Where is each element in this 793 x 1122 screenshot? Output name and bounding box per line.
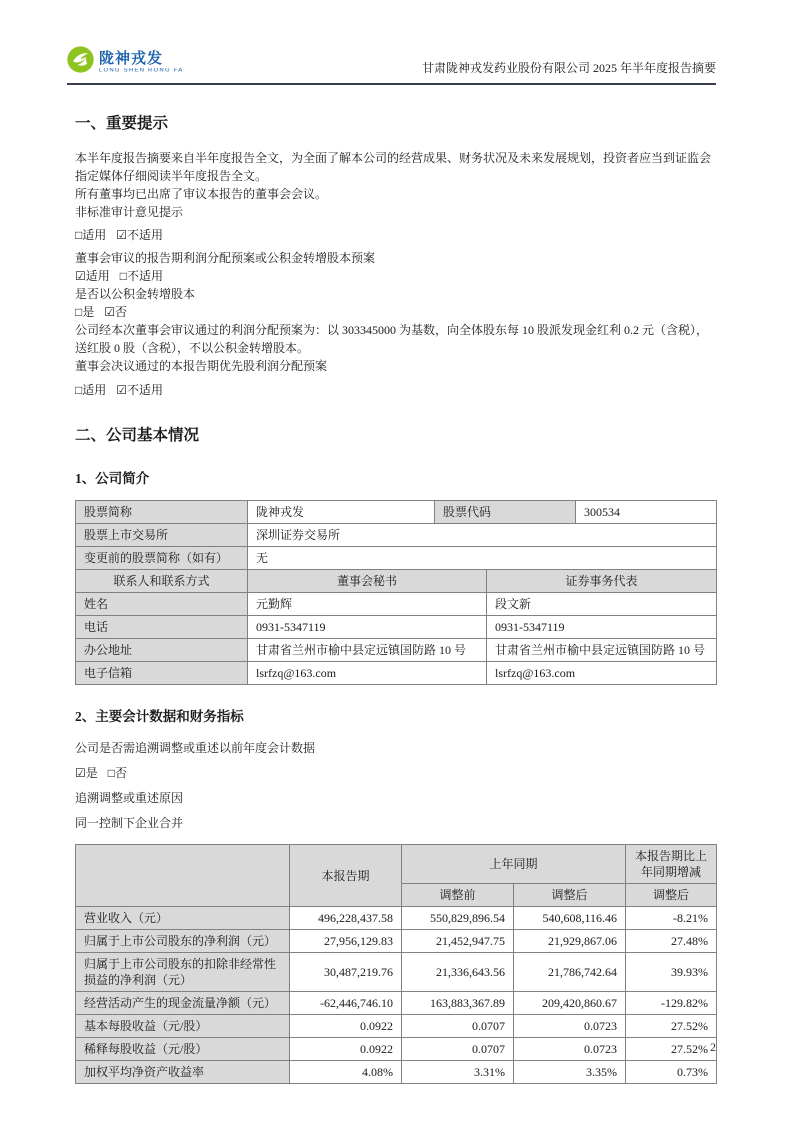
former-abbr-label: 变更前的股票简称（如有） <box>76 547 248 570</box>
table-row <box>76 593 717 616</box>
contact-address-label: 办公地址 <box>76 639 248 662</box>
metric-current: 0.0922 <box>290 1038 402 1061</box>
checkbox-line-capital-reserve <box>75 303 716 321</box>
table-row <box>76 1015 717 1038</box>
checkbox-applicable: □适用 <box>75 228 107 242</box>
paragraph: 董事会决议通过的本报告期优先股利润分配预案 <box>75 359 328 373</box>
table-row <box>76 524 717 547</box>
checkbox-line-nonstandard-audit <box>75 226 716 244</box>
stock-code-label: 股票代码 <box>435 501 576 524</box>
metric-label: 营业收入（元） <box>76 907 290 930</box>
paragraph: 本半年度报告摘要来自半年度报告全文，为全面了解本公司的经营成果、财务状况及未来发展规划，投资者应当到证监会指定媒体仔细阅读半年度报告全文。 <box>75 151 712 183</box>
subsection-financials-heading: 2、主要会计数据和财务指标 <box>75 709 244 724</box>
company-logo-subtitle: LONG SHEN RONG FA <box>99 67 184 73</box>
current-period-header: 本报告期 <box>290 845 402 907</box>
metric-label: 归属于上市公司股东的扣除非经常性损益的净利润（元） <box>76 953 290 992</box>
contact-header-label: 联系人和联系方式 <box>76 570 248 593</box>
paragraph: 非标准审计意见提示 <box>75 205 184 219</box>
metric-change: 39.93% <box>626 953 717 992</box>
document-title: 甘肃陇神戎发药业股份有限公司 2025 年半年度报告摘要 <box>421 61 716 75</box>
company-profile-table <box>75 500 717 570</box>
metric-current: 0.0922 <box>290 1015 402 1038</box>
table-row <box>76 616 717 639</box>
metric-current: -62,446,746.10 <box>290 992 402 1015</box>
metric-change: 27.52% <box>626 1015 717 1038</box>
restate-reason-label: 追溯调整或重述原因 <box>75 791 184 805</box>
table-row <box>76 953 717 992</box>
secretary-email: lsrfzq@163.com <box>248 662 487 685</box>
representative-phone: 0931-5347119 <box>487 616 717 639</box>
section-1-body <box>75 149 716 399</box>
checkbox-line-profit-plan <box>75 267 716 285</box>
company-logo-icon <box>67 46 94 78</box>
contact-email-label: 电子信箱 <box>76 662 248 685</box>
listing-exchange-label: 股票上市交易所 <box>76 524 248 547</box>
adjust-before-header: 调整前 <box>402 884 514 907</box>
metric-after: 3.35% <box>514 1061 626 1084</box>
metric-before: 163,883,367.89 <box>402 992 514 1015</box>
metric-before: 21,336,643.56 <box>402 953 514 992</box>
adjust-after-header: 调整后 <box>514 884 626 907</box>
metric-after: 21,929,867.06 <box>514 930 626 953</box>
representative-name: 段文新 <box>487 593 717 616</box>
table-header-row <box>76 845 717 884</box>
checkbox-line-preferred-dividend <box>75 381 716 399</box>
checkbox-not-applicable: ☑不适用 <box>116 228 164 242</box>
company-logo <box>67 46 183 78</box>
company-logo-name: 陇神戎发 <box>99 49 164 67</box>
metric-after: 0.0723 <box>514 1015 626 1038</box>
section-1-heading: 一、重要提示 <box>75 115 169 132</box>
metric-before: 3.31% <box>402 1061 514 1084</box>
metric-label: 归属于上市公司股东的净利润（元） <box>76 930 290 953</box>
table-row <box>76 930 717 953</box>
contact-header-representative: 证券事务代表 <box>487 570 717 593</box>
metric-change: -129.82% <box>626 992 717 1015</box>
stock-code-value: 300534 <box>576 501 717 524</box>
stock-abbr-label: 股票简称 <box>76 501 248 524</box>
contact-header-secretary: 董事会秘书 <box>248 570 487 593</box>
metric-before: 550,829,896.54 <box>402 907 514 930</box>
document-header <box>67 0 716 85</box>
change-header: 本报告期比上年同期增减 <box>626 845 717 884</box>
metric-after: 0.0723 <box>514 1038 626 1061</box>
metric-after: 21,786,742.64 <box>514 953 626 992</box>
restate-question: 公司是否需追溯调整或重述以前年度会计数据 <box>75 741 316 755</box>
checkbox-applicable: ☑适用 <box>75 269 110 283</box>
secretary-name: 元勤辉 <box>248 593 487 616</box>
metric-label: 加权平均净资产收益率 <box>76 1061 290 1084</box>
page-number: 2 <box>710 1040 716 1054</box>
contact-name-label: 姓名 <box>76 593 248 616</box>
checkbox-no: ☑否 <box>104 305 128 319</box>
paragraph: 董事会审议的报告期利润分配预案或公积金转增股本预案 <box>75 251 376 265</box>
checkbox-not-applicable: □不适用 <box>119 269 164 283</box>
metric-before: 0.0707 <box>402 1015 514 1038</box>
stock-abbr-value: 陇神戎发 <box>248 501 435 524</box>
secretary-phone: 0931-5347119 <box>248 616 487 639</box>
metric-change: 0.73% <box>626 1061 717 1084</box>
metric-after: 540,608,116.46 <box>514 907 626 930</box>
metric-column-header <box>76 845 290 907</box>
metric-before: 21,452,947.75 <box>402 930 514 953</box>
secretary-address: 甘肃省兰州市榆中县定远镇国防路 10 号 <box>248 639 487 662</box>
representative-address: 甘肃省兰州市榆中县定远镇国防路 10 号 <box>487 639 717 662</box>
metric-change: 27.48% <box>626 930 717 953</box>
representative-email: lsrfzq@163.com <box>487 662 717 685</box>
metric-after: 209,420,860.67 <box>514 992 626 1015</box>
table-row <box>76 547 717 570</box>
company-contacts-table <box>75 569 717 685</box>
change-adjust-after-header: 调整后 <box>626 884 717 907</box>
former-abbr-value: 无 <box>248 547 717 570</box>
checkbox-not-applicable: ☑不适用 <box>116 383 164 397</box>
metric-current: 496,228,437.58 <box>290 907 402 930</box>
metric-change: 27.52% <box>626 1038 717 1061</box>
metric-label: 稀释每股收益（元/股） <box>76 1038 290 1061</box>
financial-indicators-table <box>75 844 717 1084</box>
metric-label: 经营活动产生的现金流量净额（元） <box>76 992 290 1015</box>
paragraph: 所有董事均已出席了审议本报告的董事会会议。 <box>75 187 328 201</box>
metric-current: 27,956,129.83 <box>290 930 402 953</box>
checkbox-yes: □是 <box>75 305 95 319</box>
table-row <box>76 570 717 593</box>
subsection-company-profile-heading: 1、公司简介 <box>75 471 150 486</box>
table-row <box>76 1061 717 1084</box>
checkbox-no: □否 <box>107 766 128 780</box>
table-row <box>76 662 717 685</box>
listing-exchange-value: 深圳证券交易所 <box>248 524 717 547</box>
table-row <box>76 1038 717 1061</box>
metric-change: -8.21% <box>626 907 717 930</box>
prior-period-header: 上年同期 <box>402 845 626 884</box>
metric-label: 基本每股收益（元/股） <box>76 1015 290 1038</box>
checkbox-applicable: □适用 <box>75 383 107 397</box>
metric-current: 30,487,219.76 <box>290 953 402 992</box>
table-row <box>76 907 717 930</box>
section-2-heading: 二、公司基本情况 <box>75 427 200 444</box>
metric-before: 0.0707 <box>402 1038 514 1061</box>
restate-reason-value: 同一控制下企业合并 <box>75 816 184 830</box>
paragraph: 公司经本次董事会审议通过的利润分配预案为：以 303345000 为基数，向全体股东每 10 股派发现金红利 0.2 元（含税），送红股 0 股（含税），不以公积金转增股本。 <box>75 323 709 355</box>
table-row <box>76 992 717 1015</box>
table-row <box>76 501 717 524</box>
table-row <box>76 639 717 662</box>
checkbox-line-restatement <box>75 764 716 782</box>
contact-phone-label: 电话 <box>76 616 248 639</box>
metric-current: 4.08% <box>290 1061 402 1084</box>
paragraph: 是否以公积金转增股本 <box>75 287 196 301</box>
checkbox-yes: ☑是 <box>75 766 98 780</box>
